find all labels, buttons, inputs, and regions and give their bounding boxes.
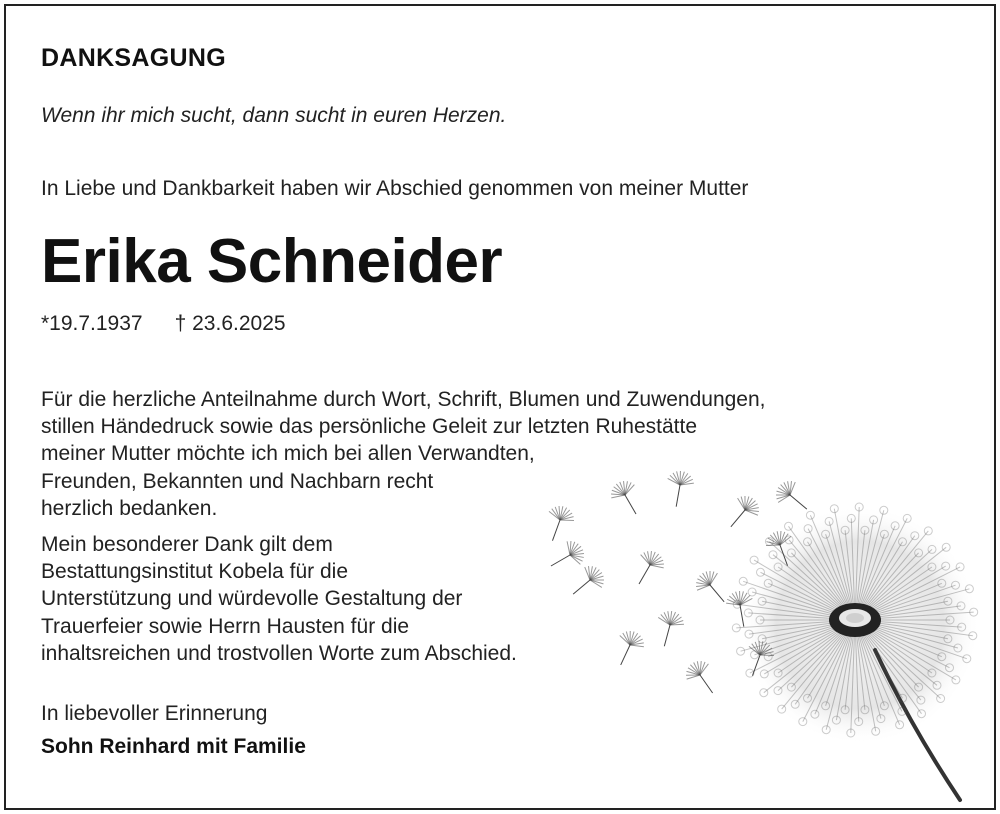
paragraph-line: Für die herzliche Anteilnahme durch Wort, Schrift, Blumen und Zuwendungen, bbox=[41, 388, 766, 411]
paragraph-line: stillen Händedruck sowie das persönliche Geleit zur letzten Ruhestätte bbox=[41, 415, 698, 439]
paragraph-line: Bestattungsinstitut Kobela für die bbox=[41, 560, 349, 584]
life-dates bbox=[41, 312, 286, 336]
deceased-name: Erika Schneider bbox=[41, 227, 503, 296]
paragraph-line: herzlich bedanken. bbox=[41, 496, 218, 520]
birth-date: *19.7.1937 bbox=[41, 312, 143, 335]
paragraph-line: Freunden, Bekannten und Nachbarn recht bbox=[41, 469, 434, 493]
paragraph-line: Mein besonderer Dank gilt dem bbox=[41, 533, 333, 556]
motto-quote: Wenn ihr mich sucht, dann sucht in euren Herzen. bbox=[41, 104, 507, 127]
dandelion-icon bbox=[530, 455, 990, 805]
signature: Sohn Reinhard mit Familie bbox=[41, 735, 306, 758]
death-date: † 23.6.2025 bbox=[174, 312, 286, 335]
intro-text: In Liebe und Dankbarkeit haben wir Abschied genommen von meiner Mutter bbox=[41, 177, 749, 200]
paragraph-line: Unterstützung und würdevolle Gestaltung der bbox=[41, 587, 463, 611]
paragraph-line: meiner Mutter möchte ich mich bei allen Verwandten, bbox=[41, 442, 535, 466]
closing-line: In liebevoller Erinnerung bbox=[41, 702, 268, 725]
heading-title: DANKSAGUNG bbox=[41, 44, 226, 72]
paragraph-line: Trauerfeier sowie Herrn Hausten für die bbox=[41, 614, 410, 638]
paragraph-line: inhaltsreichen und trostvollen Worte zum Abschied. bbox=[41, 641, 517, 665]
special-thanks-paragraph bbox=[41, 531, 517, 667]
